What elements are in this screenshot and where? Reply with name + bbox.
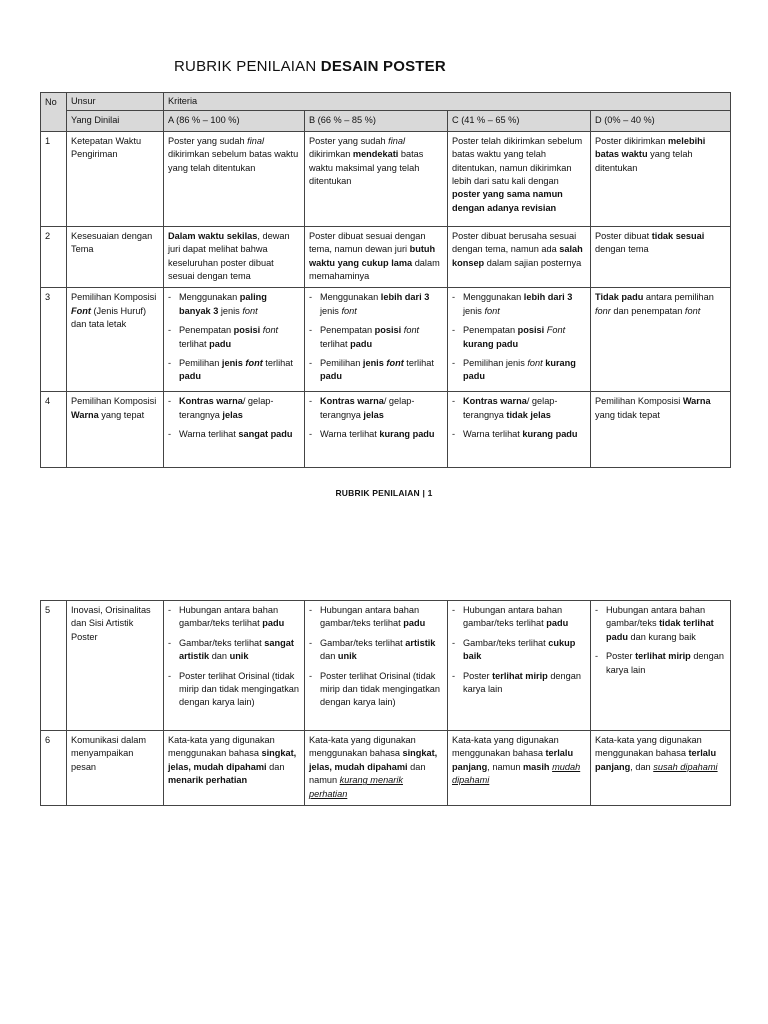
table-row: [41, 226, 731, 288]
cell-a: - Kontras warna/ gelap-terangnya jelas - Warna terlihat sangat padu: [164, 392, 305, 468]
header-grade-a: A (86 % – 100 %): [164, 111, 305, 131]
row-number: 3: [41, 288, 67, 392]
cell-d: Pemilihan Komposisi Warna yang tidak tepat: [591, 392, 731, 468]
header-unsur-line2: Yang Dinilai: [67, 111, 164, 131]
header-no: No: [41, 93, 67, 132]
rubric-table-page-2: [40, 600, 731, 806]
cell-c: - Menggunakan lebih dari 3 jenis font - Penempatan posisi Font kurang padu - Pemilihan jenis font kurang padu: [448, 288, 591, 392]
table-row: [41, 131, 731, 226]
row-number: 2: [41, 226, 67, 288]
rubric-table-page-1: [40, 92, 731, 468]
header-row-top: [41, 93, 731, 111]
cell-c: - Hubungan antara bahan gambar/teks terlihat padu - Gambar/teks terlihat cukup baik - Poster terlihat mirip dengan karya lain: [448, 601, 591, 731]
cell-a: Poster yang sudah final dikirimkan sebelum batas waktu yang telah ditentukan: [164, 131, 305, 226]
title-bold: DESAIN POSTER: [320, 58, 446, 75]
row-unsur: Ketepatan Waktu Pengiriman: [67, 131, 164, 226]
row-unsur: Pemilihan Komposisi Font (Jenis Huruf) dan tata letak: [67, 288, 164, 392]
cell-c: Kata-kata yang digunakan menggunakan bahasa terlalu panjang, namun masih mudah dipahami: [448, 731, 591, 806]
cell-a: Kata-kata yang digunakan menggunakan bahasa singkat, jelas, mudah dipahami dan menarik perhatian: [164, 731, 305, 806]
title-normal: RUBRIK PENILAIAN: [174, 58, 317, 75]
cell-d: - Hubungan antara bahan gambar/teks tidak terlihat padu dan kurang baik - Poster terlihat mirip dengan karya lain: [591, 601, 731, 731]
cell-b: Kata-kata yang digunakan menggunakan bahasa singkat, jelas, mudah dipahami dan namun kurang menarik perhatian: [305, 731, 448, 806]
table-row: [41, 392, 731, 468]
cell-a: Dalam waktu sekilas, dewan juri dapat melihat bahwa keseluruhan poster dibuat sesuai dengan tema: [164, 226, 305, 288]
cell-c: - Kontras warna/ gelap-terangnya tidak jelas - Warna terlihat kurang padu: [448, 392, 591, 468]
row-unsur: Inovasi, Orisinalitas dan Sisi Artistik Poster: [67, 601, 164, 731]
header-row-grades: [41, 111, 731, 131]
cell-d: Poster dibuat tidak sesuai dengan tema: [591, 226, 731, 288]
cell-a: - Hubungan antara bahan gambar/teks terlihat padu - Gambar/teks terlihat sangat artistik dan unik - Poster terlihat Orisinal (tidak mirip dan tidak mengingatkan dengan karya lain): [164, 601, 305, 731]
cell-b: Poster dibuat sesuai dengan tema, namun dewan juri butuh waktu yang cukup lama dalam memahaminya: [305, 226, 448, 288]
header-grade-b: B (66 % – 85 %): [305, 111, 448, 131]
cell-b: Poster yang sudah final dikirimkan mendekati batas waktu maksimal yang telah ditentukan: [305, 131, 448, 226]
table-row: [41, 288, 731, 392]
cell-c: Poster dibuat berusaha sesuai dengan tema, namun ada salah konsep dalam sajian posternya: [448, 226, 591, 288]
header-unsur-line1: Unsur: [67, 93, 164, 111]
cell-b: - Kontras warna/ gelap-terangnya jelas - Warna terlihat kurang padu: [305, 392, 448, 468]
cell-c: Poster telah dikirimkan sebelum batas waktu yang telah ditentukan, namun dikirimkan lebih dari satu kali dengan poster yang sama namun dengan adanya revisian: [448, 131, 591, 226]
cell-d: Poster dikirimkan melebihi batas waktu yang telah ditentukan: [591, 131, 731, 226]
header-grade-d: D (0% – 40 %): [591, 111, 731, 131]
header-grade-c: C (41 % – 65 %): [448, 111, 591, 131]
row-unsur: Pemilihan Komposisi Warna yang tepat: [67, 392, 164, 468]
row-unsur: Kesesuaian dengan Tema: [67, 226, 164, 288]
row-unsur: Komunikasi dalam menyampaikan pesan: [67, 731, 164, 806]
row-number: 4: [41, 392, 67, 468]
cell-b: - Hubungan antara bahan gambar/teks terlihat padu - Gambar/teks terlihat artistik dan unik - Poster terlihat Orisinal (tidak mirip dan tidak mengingatkan dengan karya lain): [305, 601, 448, 731]
cell-d: Kata-kata yang digunakan menggunakan bahasa terlalu panjang, dan susah dipahami: [591, 731, 731, 806]
row-number: 6: [41, 731, 67, 806]
cell-d: Tidak padu antara pemilihan fonr dan penempatan font: [591, 288, 731, 392]
row-number: 5: [41, 601, 67, 731]
table-row: [41, 731, 731, 806]
page-footer: RUBRIK PENILAIAN | 1: [335, 488, 433, 498]
table-row: [41, 601, 731, 731]
cell-b: - Menggunakan lebih dari 3 jenis font - Penempatan posisi font terlihat padu - Pemilihan jenis font terlihat padu: [305, 288, 448, 392]
cell-a: - Menggunakan paling banyak 3 jenis font - Penempatan posisi font terlihat padu - Pemilihan jenis font terlihat padu: [164, 288, 305, 392]
header-kriteria: Kriteria: [164, 93, 731, 111]
page-title: [174, 58, 446, 75]
row-number: 1: [41, 131, 67, 226]
